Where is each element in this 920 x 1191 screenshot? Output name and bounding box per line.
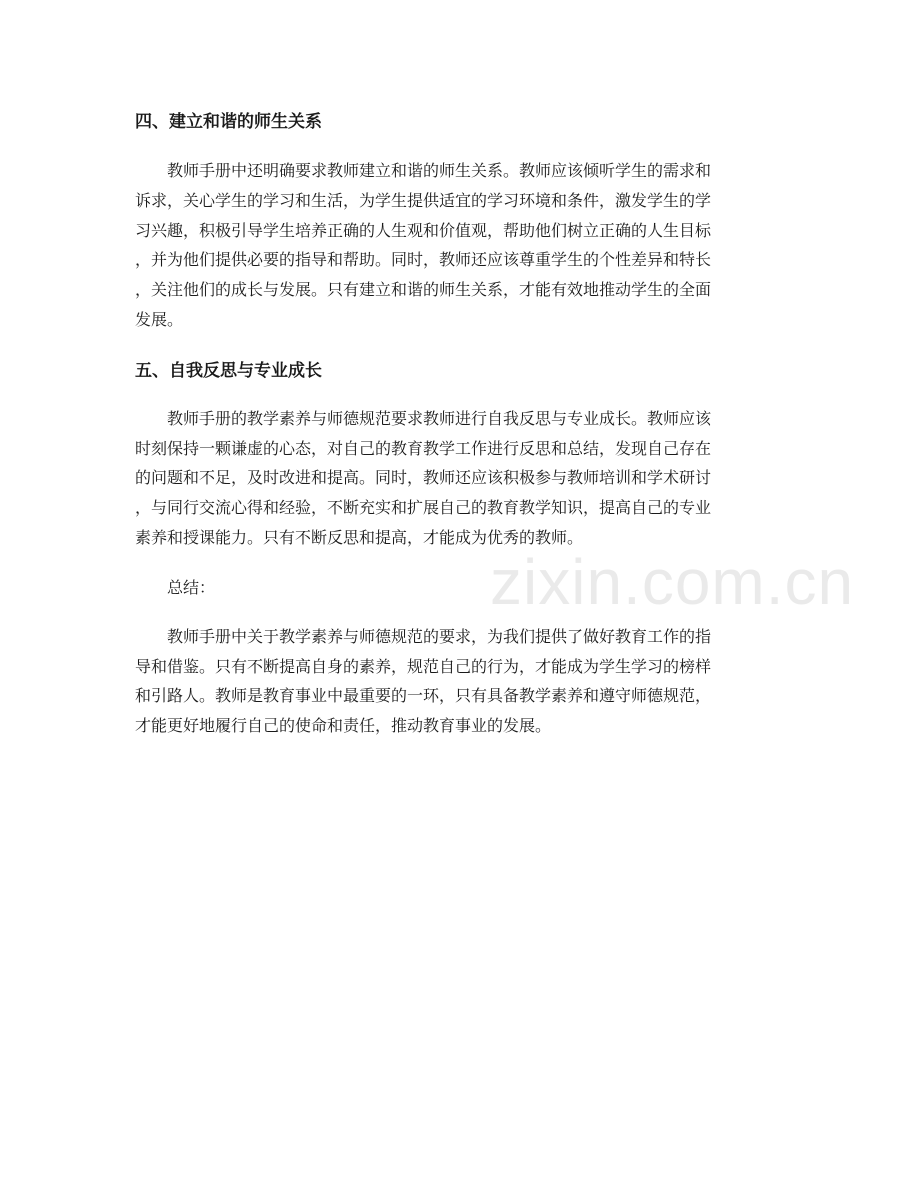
watermark: zixin.com.cn: [490, 546, 855, 618]
section-heading-4: 四、建立和谐的师生关系: [135, 112, 322, 132]
paragraph-line: ，与同行交流心得和经验，不断充实和扩展自己的教育教学知识，提高自己的专业: [135, 498, 712, 518]
paragraph-line: 教师手册中还明确要求教师建立和谐的师生关系。教师应该倾听学生的需求和: [167, 161, 712, 180]
paragraph-line: 和引路人。教师是教育事业中最重要的一环，只有具备教学素养和遵守师德规范，: [135, 686, 712, 706]
paragraph-line: 的问题和不足，及时改进和提高。同时，教师还应该积极参与教师培训和学术研讨: [135, 468, 712, 488]
paragraph-line: 时刻保持一颗谦虚的心态，对自己的教育教学工作进行反思和总结，发现自己存在: [135, 438, 712, 458]
paragraph-line: 素养和授课能力。只有不断反思和提高，才能成为优秀的教师。: [135, 527, 584, 547]
paragraph-line: 习兴趣，积极引导学生培养正确的人生观和价值观，帮助他们树立正确的人生目标: [135, 220, 712, 240]
paragraph-line: 诉求，关心学生的学习和生活，为学生提供适宜的学习环境和条件，激发学生的学: [135, 190, 712, 210]
document-content: [135, 107, 790, 741]
section-4-paragraph: [135, 156, 790, 335]
summary-paragraph: [135, 622, 790, 741]
paragraph-line: ，并为他们提供必要的指导和帮助。同时，教师还应该尊重学生的个性差异和特长: [135, 250, 712, 270]
paragraph-line: 发展。: [135, 309, 184, 329]
section-heading-5: 五、自我反思与专业成长: [135, 360, 322, 381]
paragraph-line: 导和借鉴。只有不断提高自身的素养，规范自己的行为，才能成为学生学习的榜样: [135, 656, 712, 676]
paragraph-line: ，关注他们的成长与发展。只有建立和谐的师生关系，才能有效地推动学生的全面: [135, 280, 712, 300]
section-5-paragraph: [135, 404, 790, 553]
paragraph-line: 教师手册的教学素养与师德规范要求教师进行自我反思与专业成长。教师应该: [167, 408, 712, 428]
summary-label: 总结：: [167, 577, 216, 597]
paragraph-line: 教师手册中关于教学素养与师德规范的要求，为我们提供了做好教育工作的指: [167, 626, 712, 646]
paragraph-line: 才能更好地履行自己的使命和责任，推动教育事业的发展。: [135, 716, 552, 736]
